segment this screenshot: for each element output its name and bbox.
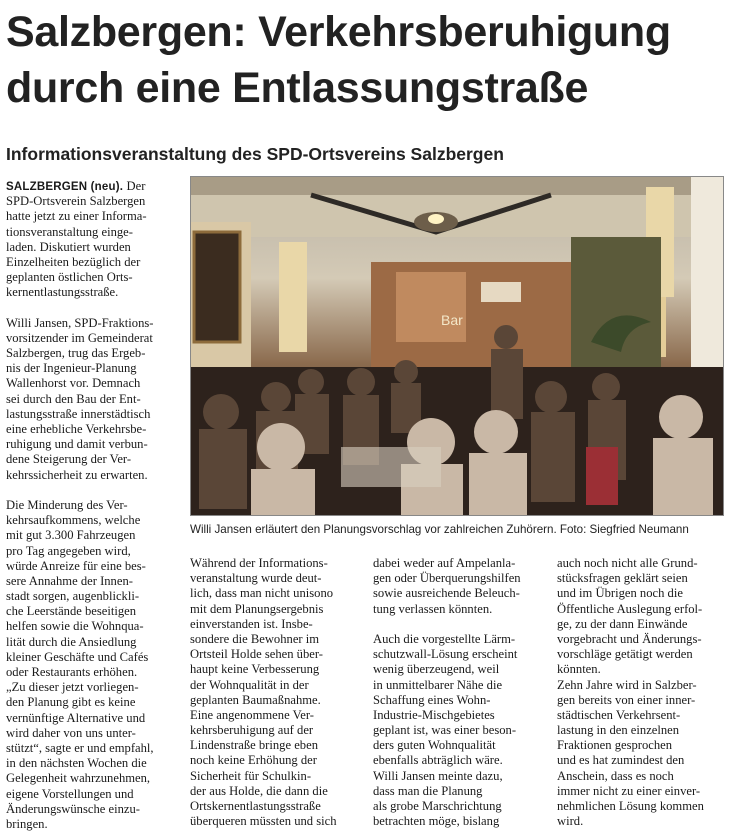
paragraph-gap bbox=[6, 301, 186, 316]
text-line: Öffentliche Auslegung erfol- bbox=[557, 601, 703, 616]
text-line: vernünftige Alternative und bbox=[6, 710, 146, 725]
text-line: als grobe Marschrichtung bbox=[373, 799, 502, 813]
text-line: Fraktionen gesprochen bbox=[557, 738, 673, 753]
text-line: sondere die Bewohner im bbox=[190, 631, 320, 646]
text-line: che Leerstände beseitigen bbox=[6, 604, 137, 619]
text-line: der Wohnqualität in der bbox=[190, 677, 309, 692]
text-line: noch keine Erhöhung der bbox=[190, 753, 317, 768]
article-column-4 bbox=[557, 556, 733, 829]
text-line: auch noch nicht alle Grund- bbox=[557, 556, 698, 570]
text-line: würde Anreize für eine bes- bbox=[6, 558, 146, 573]
text-line: Ortskernentlastungsstraße bbox=[190, 799, 321, 813]
bar-sign-text: Bar bbox=[441, 312, 463, 328]
text-line: dene Steigerung der Ver- bbox=[6, 452, 132, 467]
article-column-3 bbox=[373, 556, 545, 829]
text-line: sowie ausreichende Beleuch- bbox=[373, 586, 520, 601]
text-line: Einzelheiten bezüglich der bbox=[6, 254, 141, 269]
text-line: pro Tag angegeben wird, bbox=[6, 543, 131, 558]
text-line: in den nächsten Wochen die bbox=[6, 756, 147, 771]
text-line: stützt“, sagte er und empfahl, bbox=[6, 740, 154, 755]
text-line: könnten. bbox=[557, 662, 601, 677]
subheadline: Informationsveranstaltung des SPD-Ortsvereins Salzbergen bbox=[6, 144, 504, 164]
text-line: einverstanden ist. Insbe- bbox=[190, 616, 313, 631]
text-line: geplant ist, was einer beson- bbox=[373, 723, 517, 738]
text-line: tionsveranstaltung einge- bbox=[6, 224, 133, 239]
text-line: lastungsstraße innerstädtisch bbox=[6, 406, 151, 421]
text-line: veranstaltung wurde deut- bbox=[190, 571, 322, 586]
text-line: ders guten Wohnqualität bbox=[373, 738, 496, 753]
text-line: Während der Informations- bbox=[190, 556, 328, 570]
text-line: mit gut 3.300 Fahrzeugen bbox=[6, 528, 136, 543]
text-line: in unmittelbarer Nähe die bbox=[373, 677, 503, 692]
text-line: und im Übrigen noch die bbox=[557, 586, 683, 601]
text-line: „Zu dieser jetzt vorliegen- bbox=[6, 680, 139, 695]
text-line: dass man die Planung bbox=[373, 783, 483, 798]
text-line: kehrssicherheit zu erwarten. bbox=[6, 467, 148, 482]
text-line: vorschläge getätigt werden bbox=[557, 647, 693, 662]
text-line: gen bereits von einer inner- bbox=[557, 692, 696, 707]
text-line: eigene Vorstellungen und bbox=[6, 786, 134, 801]
text-line: sei durch den Bau der Ent- bbox=[6, 391, 141, 406]
text-line: kleiner Geschäfte und Cafés bbox=[6, 649, 149, 664]
text-line: lastung in den einzelnen bbox=[557, 723, 680, 738]
text-line: Gelegenheit wahrzunehmen, bbox=[6, 771, 151, 786]
text-line: vorgebracht und Änderungs- bbox=[557, 631, 702, 646]
text-line: den Planung gibt es keine bbox=[6, 695, 136, 710]
text-line-content: Der bbox=[126, 179, 146, 193]
text-line: vorsitzender im Gemeinderat bbox=[6, 330, 153, 345]
text-line: Salzbergen, trug das Ergeb- bbox=[6, 346, 146, 361]
text-line: lich, dass man nicht unisono bbox=[190, 586, 334, 601]
text-line: laden. Diskutiert wurden bbox=[6, 239, 131, 254]
text-line: Eine angenommene Ver- bbox=[190, 707, 315, 722]
text-line: und es hat zumindest den bbox=[557, 753, 685, 768]
headline-line-2: durch eine Entlassungstraße bbox=[6, 64, 589, 112]
dateline: SALZBERGEN (neu). bbox=[6, 181, 127, 193]
text-line: kehrsberuhigung auf der bbox=[190, 723, 314, 738]
text-line: überqueren müssten und sich bbox=[190, 814, 337, 829]
text-line: der aus Holde, die dann die bbox=[190, 783, 328, 798]
text-line: mit dem Planungsergebnis bbox=[190, 601, 324, 616]
text-line bbox=[6, 179, 186, 194]
text-line: Zehn Jahre wird in Salzber- bbox=[557, 677, 697, 692]
text-line: wenig überzeugend, weil bbox=[373, 662, 500, 677]
text-line: nehmlichen Lösung kommen bbox=[557, 799, 704, 813]
text-line: Industrie-Mischgebietes bbox=[373, 707, 495, 722]
headline-line-1: Salzbergen: Verkehrsberuhigung bbox=[6, 8, 671, 56]
text-line: Schaffung eines Wohn- bbox=[373, 692, 491, 707]
text-line: gen oder Überquerungshilfen bbox=[373, 571, 521, 586]
text-line: bringen. bbox=[6, 816, 48, 831]
text-line: tung verlassen könnten. bbox=[373, 601, 493, 616]
text-line: Willi Jansen, SPD-Fraktions- bbox=[6, 315, 154, 330]
text-line: dabei weder auf Ampelanla- bbox=[373, 556, 516, 570]
text-line: ruhigung und damit verbun- bbox=[6, 437, 148, 452]
headline bbox=[6, 4, 730, 116]
text-line: Wallenhorst vor. Demnach bbox=[6, 376, 141, 391]
text-line: geplanten Baumaßnahme. bbox=[190, 692, 321, 707]
paragraph-gap bbox=[6, 483, 186, 498]
text-line: geplanten östlichen Orts- bbox=[6, 270, 133, 285]
text-line: wird daher von uns unter- bbox=[6, 725, 136, 740]
text-line: Willi Jansen meinte dazu, bbox=[373, 768, 503, 783]
photo-caption: Willi Jansen erläutert den Planungsvorschlag vor zahlreichen Zuhörern. Foto: Siegfried Neumann bbox=[190, 523, 689, 536]
text-line: kernentlastungsstraße. bbox=[6, 285, 119, 300]
text-line: stücksfragen geklärt seien bbox=[557, 571, 688, 586]
article-column-2 bbox=[190, 556, 362, 829]
text-line: helfen sowie die Wohnqua- bbox=[6, 619, 144, 634]
text-line: SPD-Ortsverein Salzbergen bbox=[6, 194, 146, 209]
text-line: Anschein, dass es noch bbox=[557, 768, 674, 783]
article-column-1 bbox=[6, 179, 186, 832]
text-line: schutzwall-Lösung erscheint bbox=[373, 647, 518, 662]
text-line: Sicherheit für Schulkin- bbox=[190, 768, 312, 783]
text-line: ebenfalls abträglich wäre. bbox=[373, 753, 503, 768]
text-line: Änderungswünsche einzu- bbox=[6, 801, 140, 816]
text-line: eine erhebliche Verkehrsbe- bbox=[6, 422, 147, 436]
text-line: Ortsteil Holde sehen über- bbox=[190, 647, 323, 662]
text-line: ge, zu der dann Einwände bbox=[557, 616, 688, 631]
text-line: lität durch die Ansiedlung bbox=[6, 634, 137, 649]
text-line: sere Annahme der Innen- bbox=[6, 573, 133, 588]
text-line: städtischen Verkehrsent- bbox=[557, 707, 681, 722]
text-line: kehrsaufkommens, welche bbox=[6, 513, 141, 528]
text-line: Die Minderung des Ver- bbox=[6, 497, 128, 512]
text-line: haupt keine Verbesserung bbox=[190, 662, 320, 677]
text-line: oder Restaurants erhöhen. bbox=[6, 665, 138, 679]
photo-illustration bbox=[191, 177, 723, 515]
text-line: wird. bbox=[557, 814, 584, 829]
paragraph-gap bbox=[373, 617, 545, 632]
text-line: Lindenstraße bringe eben bbox=[190, 738, 318, 753]
text-line: nis der Ingenieur-Planung bbox=[6, 361, 137, 376]
article-photo bbox=[190, 176, 724, 516]
text-line: Auch die vorgestellte Lärm- bbox=[373, 631, 516, 646]
text-line: betrachten möge, bislang bbox=[373, 814, 500, 829]
text-line: hatte jetzt zu einer Informa- bbox=[6, 209, 147, 224]
text-line: immer nicht zu einer einver- bbox=[557, 783, 701, 798]
text-line: stadt sorgen, augenblickli- bbox=[6, 589, 140, 604]
